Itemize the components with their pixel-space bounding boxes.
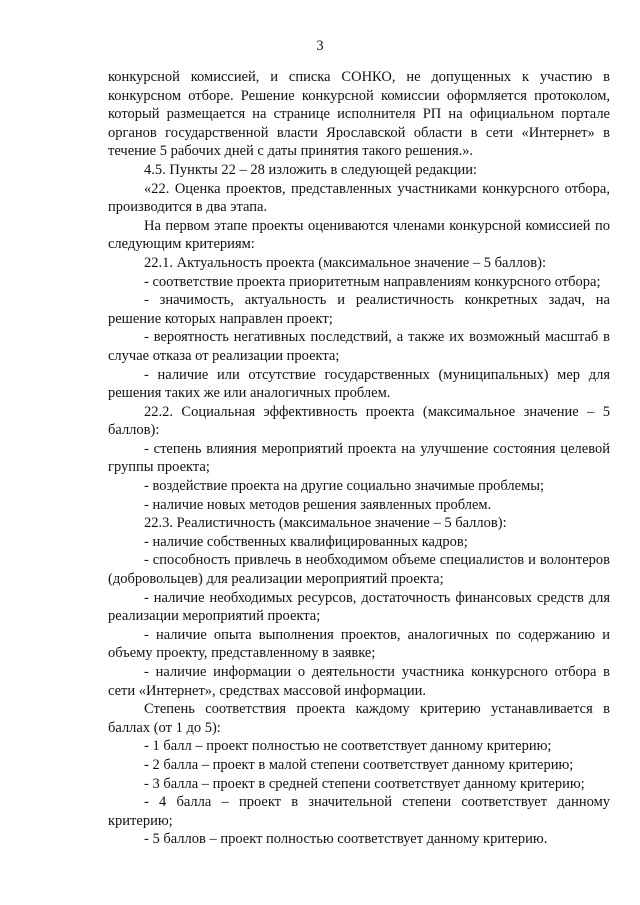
paragraph-scoring-scale: Степень соответствия проекта каждому критерию устанавливается в баллах (от 1 до 5):: [108, 701, 610, 736]
paragraph-criterion-22-1: 22.1. Актуальность проекта (максимальное значение – 5 баллов):: [144, 254, 546, 271]
list-item: - наличие или отсутствие государственных (муниципальных) мер для решения таких же или аналогичных проблем.: [108, 366, 610, 402]
document-body: [108, 68, 610, 849]
list-item: - вероятность негативных последствий, а также их возможный масштаб в случае отказа от реализации проекта;: [108, 329, 610, 364]
list-item: - наличие информации о деятельности участника конкурсного отбора в сети «Интернет», средствах массовой информации.: [108, 664, 610, 699]
paragraph-continuation: конкурсной комиссией, и списка СОНКО, не допущенных к участию в конкурсном отборе. Решение конкурсной комиссии оформляется протоколом, который размещается на странице исполнителя РП на официальном портале органов государственной власти Ярославской области в сети «Интернет» в течение 5 рабочих дней с даты принятия такого решения.».: [108, 69, 610, 160]
paragraph-clause-22: «22. Оценка проектов, представленных участниками конкурсного отбора, производится в два этапа.: [108, 180, 610, 216]
list-item: - 2 балла – проект в малой степени соответствует данному критерию;: [144, 756, 574, 773]
list-item: - наличие необходимых ресурсов, достаточность финансовых средств для реализации мероприятий проекта;: [108, 589, 610, 625]
list-item: - значимость, актуальность и реалистичность конкретных задач, на решение которых направлен проект;: [108, 292, 610, 327]
paragraph-criterion-22-2: 22.2. Социальная эффективность проекта (максимальное значение – 5 баллов):: [108, 403, 610, 439]
list-item: - наличие собственных квалифицированных кадров;: [144, 533, 468, 550]
list-item: - 4 балла – проект в значительной степени соответствует данному критерию;: [108, 794, 610, 829]
paragraph-criterion-22-3: 22.3. Реалистичность (максимальное значение – 5 баллов):: [144, 515, 507, 532]
list-item: - способность привлечь в необходимом объеме специалистов и волонтеров (добровольцев) для реализации мероприятий проекта;: [108, 552, 610, 588]
list-item: - степень влияния мероприятий проекта на улучшение состояния целевой группы проекта;: [108, 440, 610, 476]
list-item: - 5 баллов – проект полностью соответствует данному критерию.: [144, 831, 548, 848]
list-item: - воздействие проекта на другие социально значимые проблемы;: [144, 478, 545, 495]
list-item: - 3 балла – проект в средней степени соответствует данному критерию;: [144, 775, 585, 792]
paragraph-amendment-4-5: 4.5. Пункты 22 – 28 изложить в следующей редакции:: [144, 161, 477, 178]
list-item: - соответствие проекта приоритетным направлениям конкурсного отбора;: [144, 273, 601, 290]
list-item: - 1 балл – проект полностью не соответствует данному критерию;: [144, 738, 552, 755]
list-item: - наличие опыта выполнения проектов, аналогичных по содержанию и объему проекту, представленному в заявке;: [108, 626, 610, 662]
paragraph-first-stage: На первом этапе проекты оцениваются членами конкурсной комиссией по следующим критериям:: [108, 217, 610, 253]
page-number: 3: [316, 38, 324, 54]
list-item: - наличие новых методов решения заявленных проблем.: [144, 496, 492, 513]
